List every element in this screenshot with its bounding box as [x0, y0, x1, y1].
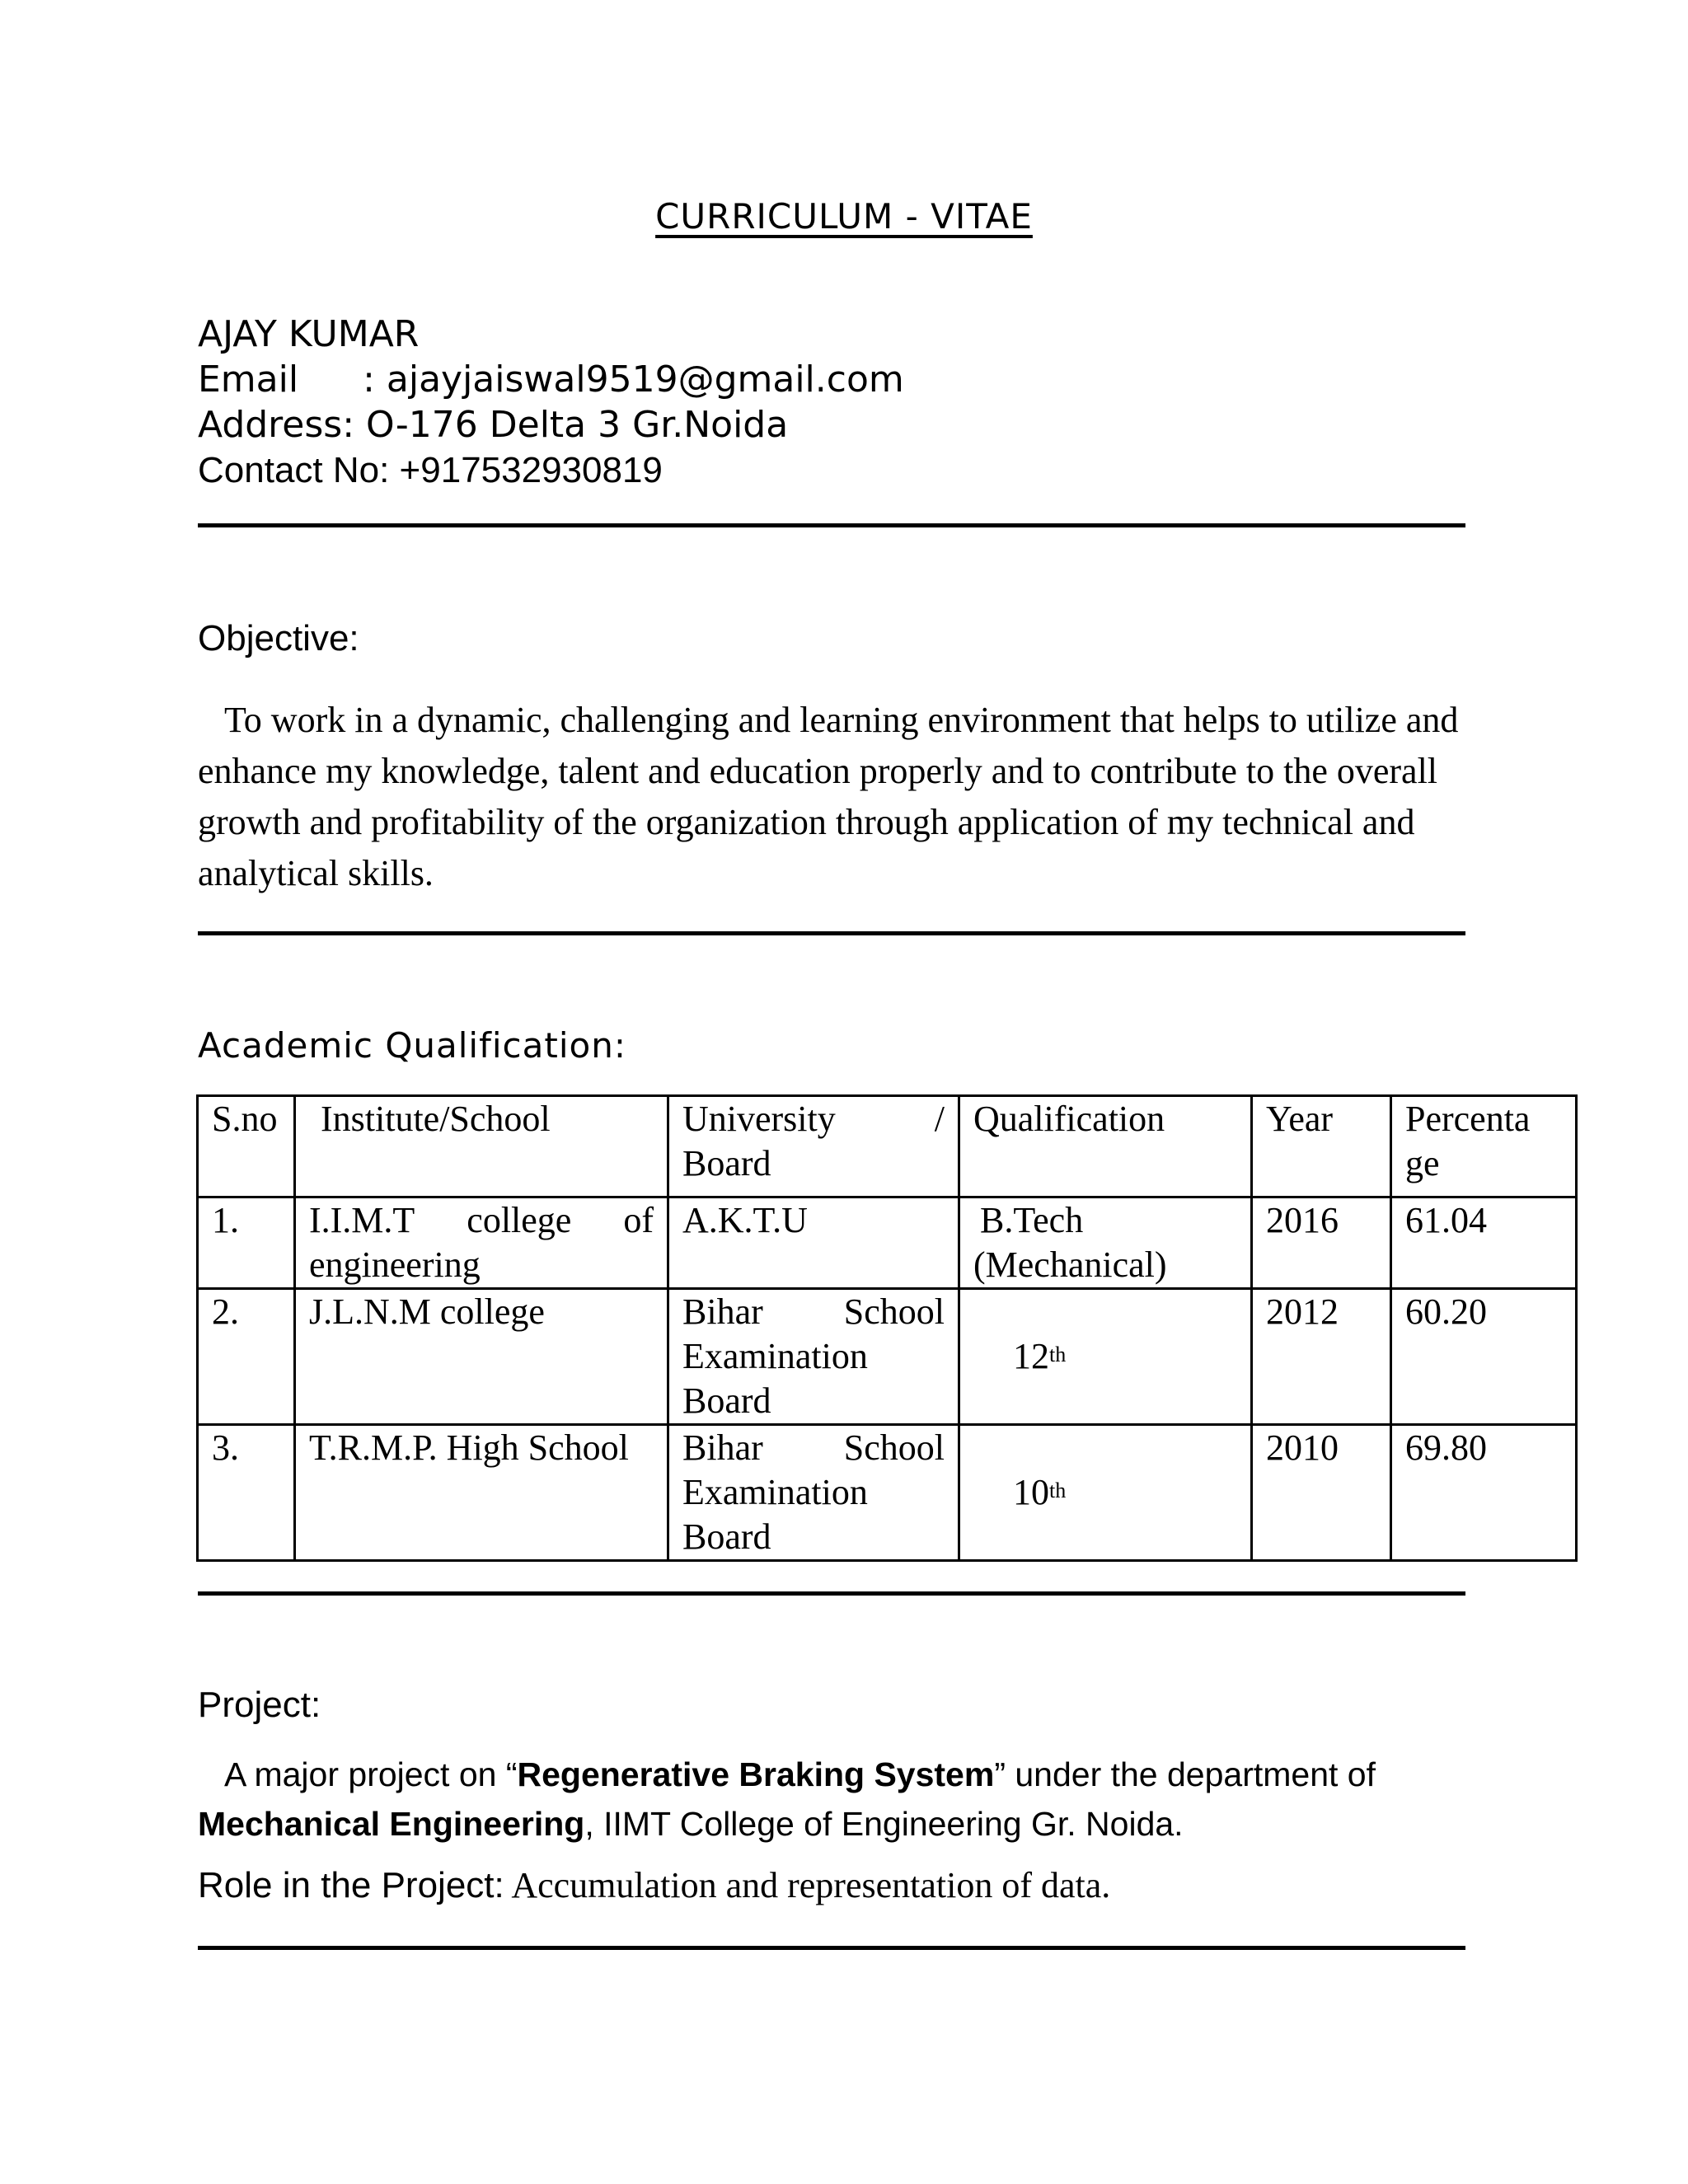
table-row	[198, 1197, 1577, 1289]
cell-percentage: 69.80	[1391, 1425, 1577, 1561]
cell-year: 2016	[1252, 1197, 1391, 1289]
email-value: : ajayjaiswal9519@gmail.com	[363, 359, 904, 401]
contact-line: Contact No: +917532930819	[198, 450, 663, 490]
email-line	[198, 357, 904, 402]
email-label: Email	[198, 359, 299, 401]
personal-details	[198, 312, 904, 493]
header-institute: Institute/School	[295, 1096, 668, 1197]
table-row	[198, 1425, 1577, 1561]
table-header-row	[198, 1096, 1577, 1197]
cell-percentage: 60.20	[1391, 1289, 1577, 1425]
cell-institute: T.R.M.P. High School	[295, 1425, 668, 1561]
cell-percentage: 61.04	[1391, 1197, 1577, 1289]
cell-sno: 2.	[198, 1289, 295, 1425]
cell-qualification: 10th	[959, 1425, 1252, 1561]
divider	[198, 523, 1465, 527]
header-percentage: Percenta ge	[1391, 1096, 1577, 1197]
academic-table	[196, 1094, 1578, 1562]
role-text: Accumulation and representation of data.	[504, 1865, 1111, 1905]
cell-institute: I.I.M.T college of engineering	[295, 1197, 668, 1289]
cell-year: 2012	[1252, 1289, 1391, 1425]
document-title: CURRICULUM - VITAE	[655, 196, 1033, 237]
role-label: Role in the Project:	[198, 1865, 504, 1905]
cell-university: Bihar School Examination Board	[668, 1425, 959, 1561]
table-row	[198, 1289, 1577, 1425]
project-department: Mechanical Engineering	[198, 1805, 585, 1843]
cell-year: 2010	[1252, 1425, 1391, 1561]
divider	[198, 1591, 1465, 1596]
objective-body: To work in a dynamic, challenging and learning environment that helps to utilize and enhance my knowledge, talent and education properly and to contribute to the overall growth and profitability of the organization through application of my technical and analytical skills.	[198, 700, 1459, 893]
project-name: Regenerative Braking System	[517, 1755, 995, 1793]
objective-heading: Objective:	[198, 618, 359, 658]
header-sno: S.no	[198, 1096, 295, 1197]
header-university: University / Board	[668, 1096, 959, 1197]
objective-text	[198, 695, 1484, 899]
cell-university: A.K.T.U	[668, 1197, 959, 1289]
divider	[198, 931, 1465, 935]
header-qualification: Qualification	[959, 1096, 1252, 1197]
header-year: Year	[1252, 1096, 1391, 1197]
cell-sno: 1.	[198, 1197, 295, 1289]
divider	[198, 1946, 1465, 1950]
academic-heading: Academic Qualification:	[198, 1025, 626, 1066]
cell-university: Bihar School Examination Board	[668, 1289, 959, 1425]
cell-qualification: B.Tech (Mechanical)	[959, 1197, 1252, 1289]
cell-sno: 3.	[198, 1425, 295, 1561]
project-heading: Project:	[198, 1685, 321, 1725]
cell-qualification: 12th	[959, 1289, 1252, 1425]
candidate-name: AJAY KUMAR	[198, 313, 420, 355]
project-description: A major project on “Regenerative Braking System” under the department of Mechanical Engineering, IIMT College of Engineering Gr. Noida.	[198, 1755, 1376, 1843]
cell-institute: J.L.N.M college	[295, 1289, 668, 1425]
address-line: Address: O-176 Delta 3 Gr.Noida	[198, 404, 789, 446]
project-role	[198, 1864, 1110, 1906]
